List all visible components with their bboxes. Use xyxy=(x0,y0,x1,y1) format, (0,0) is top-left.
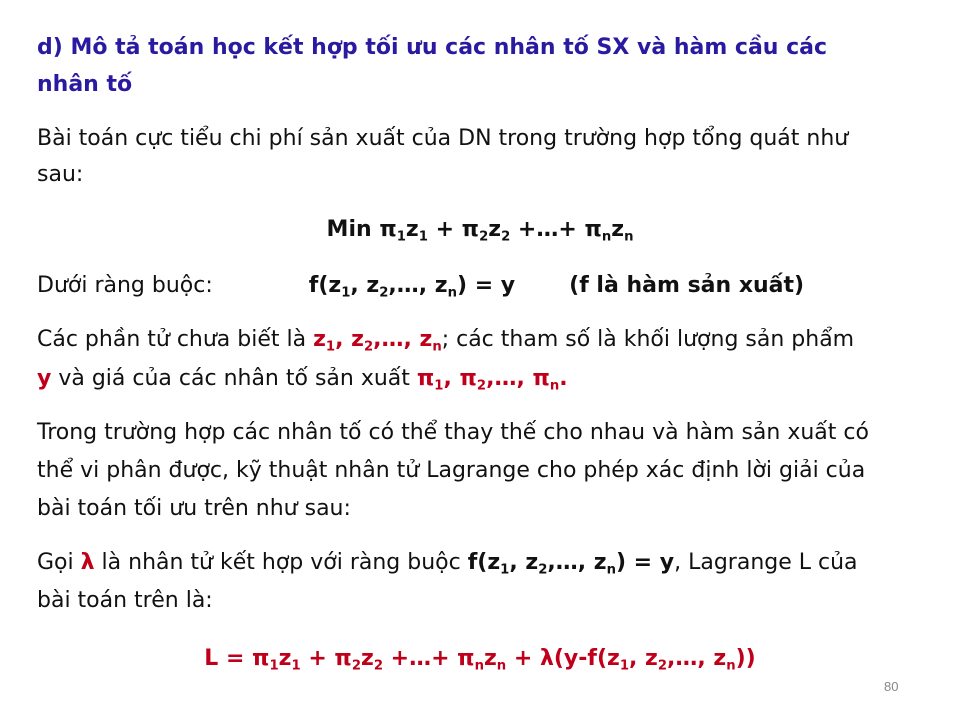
lagrange-intro-line-2: thể vi phân được, kỹ thuật nhân tử Lagrange cho phép xác định lời giải của xyxy=(37,458,866,483)
constraint-line xyxy=(37,272,804,300)
constraint-formula: $f(z_1$, $z_2,\dots$, $z_n) = y$ xyxy=(308,273,516,301)
section-heading-line-1: d) Mô tả toán học kết hợp tối ưu các nhân tố SX và hàm cầu các xyxy=(37,35,828,60)
constraint-note: (f là hàm sản xuất) xyxy=(569,273,805,298)
intro-line-1: Bài toán cực tiểu chi phí sản xuất của DN trong trường hợp tổng quát như xyxy=(37,126,849,151)
unknowns-line-2: y và giá của các nhân tố sản xuất $\pi_1$, $\pi_2,\dots$, $\pi_n$. xyxy=(37,366,568,394)
lambda-symbol: λ xyxy=(80,550,95,575)
lagrange-intro-line-1: Trong trường hợp các nhân tố có thể thay thế cho nhau và hàm sản xuất có xyxy=(37,420,869,445)
lagrangian-formula: $L = \pi_1z_1 + \pi_2z_2$ +…+ $\pi_nz_n + \lambda(y-f(z_1$, $z_2,\dots$, $z_n$)) xyxy=(204,646,756,674)
constraint-label: Dưới ràng buộc: xyxy=(37,273,213,298)
define-line-1: Gọi λ là nhân tử kết hợp với ràng buộc $f(z_1$, $z_2,\dots$, $z_n) = y$, Lagrange L của xyxy=(37,550,858,578)
objective-formula: Min $\pi_1z_1 + \pi_2z_2$ +…+ $\pi_nz_n$ xyxy=(326,217,634,245)
lagrange-intro-line-3: bài toán tối ưu trên như sau: xyxy=(37,496,351,521)
define-line-2: bài toán trên là: xyxy=(37,588,213,613)
page-number: 80 xyxy=(884,679,899,694)
intro-line-2: sau: xyxy=(37,162,84,187)
section-heading-line-2: nhân tố xyxy=(37,72,133,97)
unknowns-line-1: Các phần tử chưa biết là $z_1$, $z_2,\dots$, $z_n$; các tham số là khối lượng sản phẩm xyxy=(37,327,855,355)
